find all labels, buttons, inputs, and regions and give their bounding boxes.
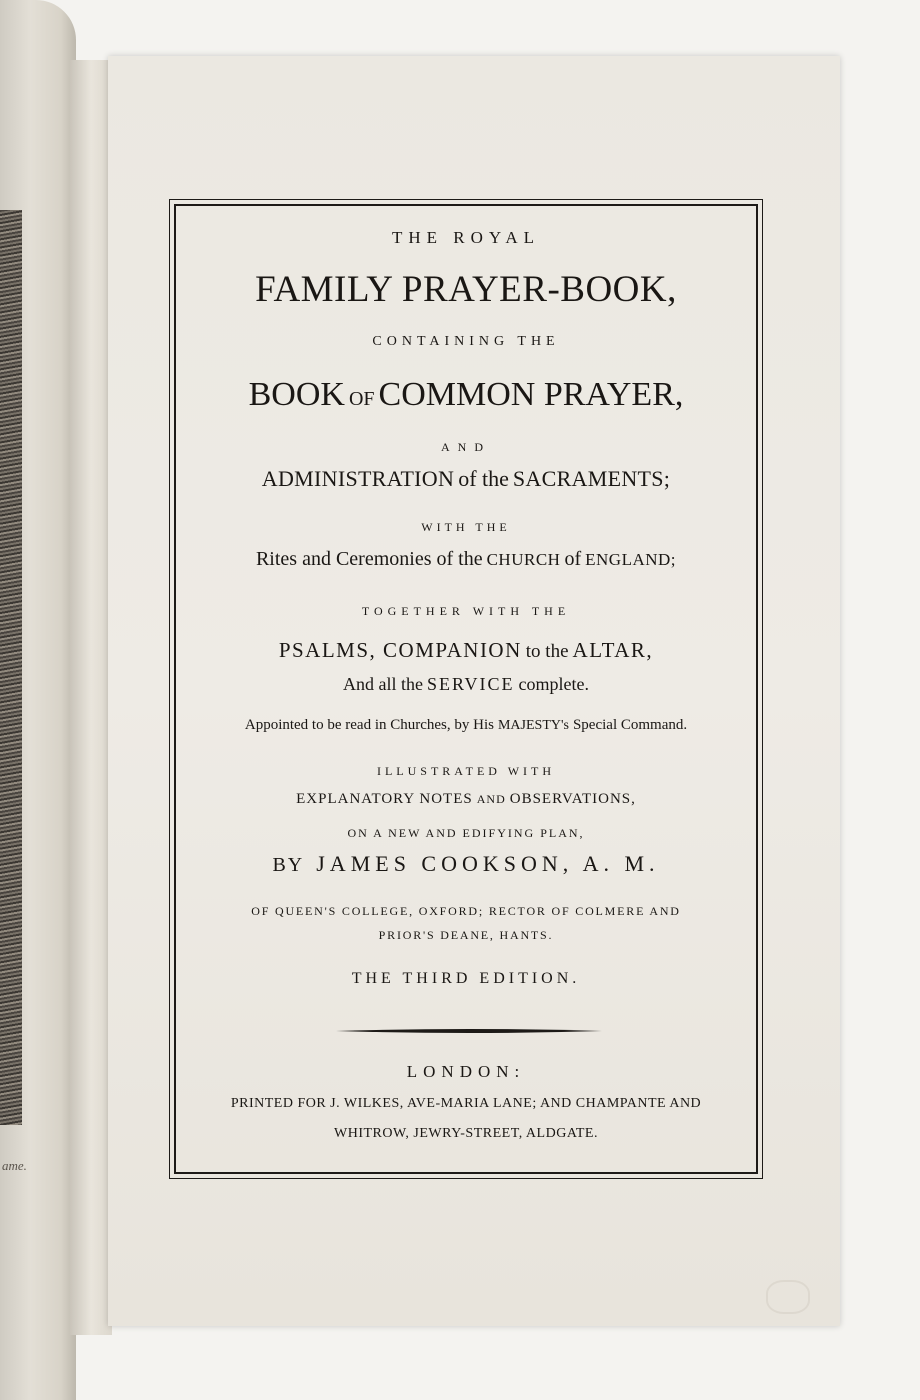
ornamental-rule (336, 1028, 602, 1034)
imprint-line-2: WHITROW, JEWRY-STREET, ALDGATE. (334, 1126, 598, 1141)
main-title: FAMILY PRAYER-BOOK, (255, 269, 677, 310)
title-line-6 (176, 466, 756, 492)
page-stain (766, 1280, 810, 1314)
left-facing-leaf (0, 0, 76, 1400)
frontispiece-engraving (0, 210, 22, 1125)
title-line-15: ON A NEW AND EDIFYING PLAN, (347, 826, 585, 840)
title-line-10 (176, 638, 756, 663)
title-line-14 (176, 790, 756, 808)
title-line-8 (176, 548, 756, 571)
book-gutter (70, 60, 112, 1335)
author-name: JAMES COOKSON, A. M. (316, 851, 660, 876)
title-line-1: THE ROYAL (392, 228, 540, 247)
title-line-3: CONTAINING THE (372, 334, 560, 349)
title-line-16 (176, 851, 756, 877)
of-word: OF (348, 388, 375, 410)
psalms-companion: PSALMS, COMPANION (278, 638, 522, 662)
book-word: BOOK (248, 376, 345, 413)
altar: ALTAR, (572, 638, 654, 662)
title-page (108, 56, 840, 1326)
title-line-11 (176, 674, 756, 695)
and-all-the: And all the (342, 674, 423, 694)
title-line-4 (176, 376, 756, 414)
title-line-5: AND (441, 440, 491, 454)
title-frame (174, 204, 758, 1174)
sacraments: SACRAMENTS; (512, 466, 671, 491)
frontispiece-caption: ame. (2, 1158, 27, 1173)
special-command: Special Command. (572, 717, 688, 733)
appointed-text: Appointed to be read in Churches, by His (244, 717, 494, 733)
title-line-17: OF QUEEN'S COLLEGE, OXFORD; RECTOR OF COLMERE AND (251, 904, 681, 918)
edition-line: THE THIRD EDITION. (351, 970, 581, 987)
service: SERVICE (426, 674, 515, 694)
explanatory-notes: EXPLANATORY NOTES (296, 791, 473, 807)
and-small: AND (476, 792, 506, 806)
to-the: to the (525, 641, 569, 662)
england-word: ENGLAND; (585, 550, 677, 569)
of-word-2: of (564, 548, 582, 570)
of-the: of the (458, 466, 509, 491)
administration: ADMINISTRATION (261, 466, 455, 491)
imprint-line-1: PRINTED FOR J. WILKES, AVE-MARIA LANE; AND CHAMPANTE AND (230, 1096, 702, 1111)
title-line-9: TOGETHER WITH THE (361, 604, 571, 618)
title-line-12 (176, 716, 756, 734)
complete: complete. (518, 674, 590, 694)
common-prayer: COMMON PRAYER, (378, 376, 684, 413)
imprint-place: LONDON: (406, 1062, 526, 1081)
church-word: CHURCH (486, 550, 561, 569)
by-word: BY (272, 854, 305, 876)
title-line-18: PRIOR'S DEANE, HANTS. (378, 928, 554, 942)
title-line-7: WITH THE (421, 520, 511, 534)
observations: OBSERVATIONS, (509, 791, 636, 807)
majesty: MAJESTY's (497, 718, 569, 733)
title-line-13: ILLUSTRATED WITH (376, 764, 556, 778)
rites-text: Rites and Ceremonies of the (255, 548, 483, 570)
